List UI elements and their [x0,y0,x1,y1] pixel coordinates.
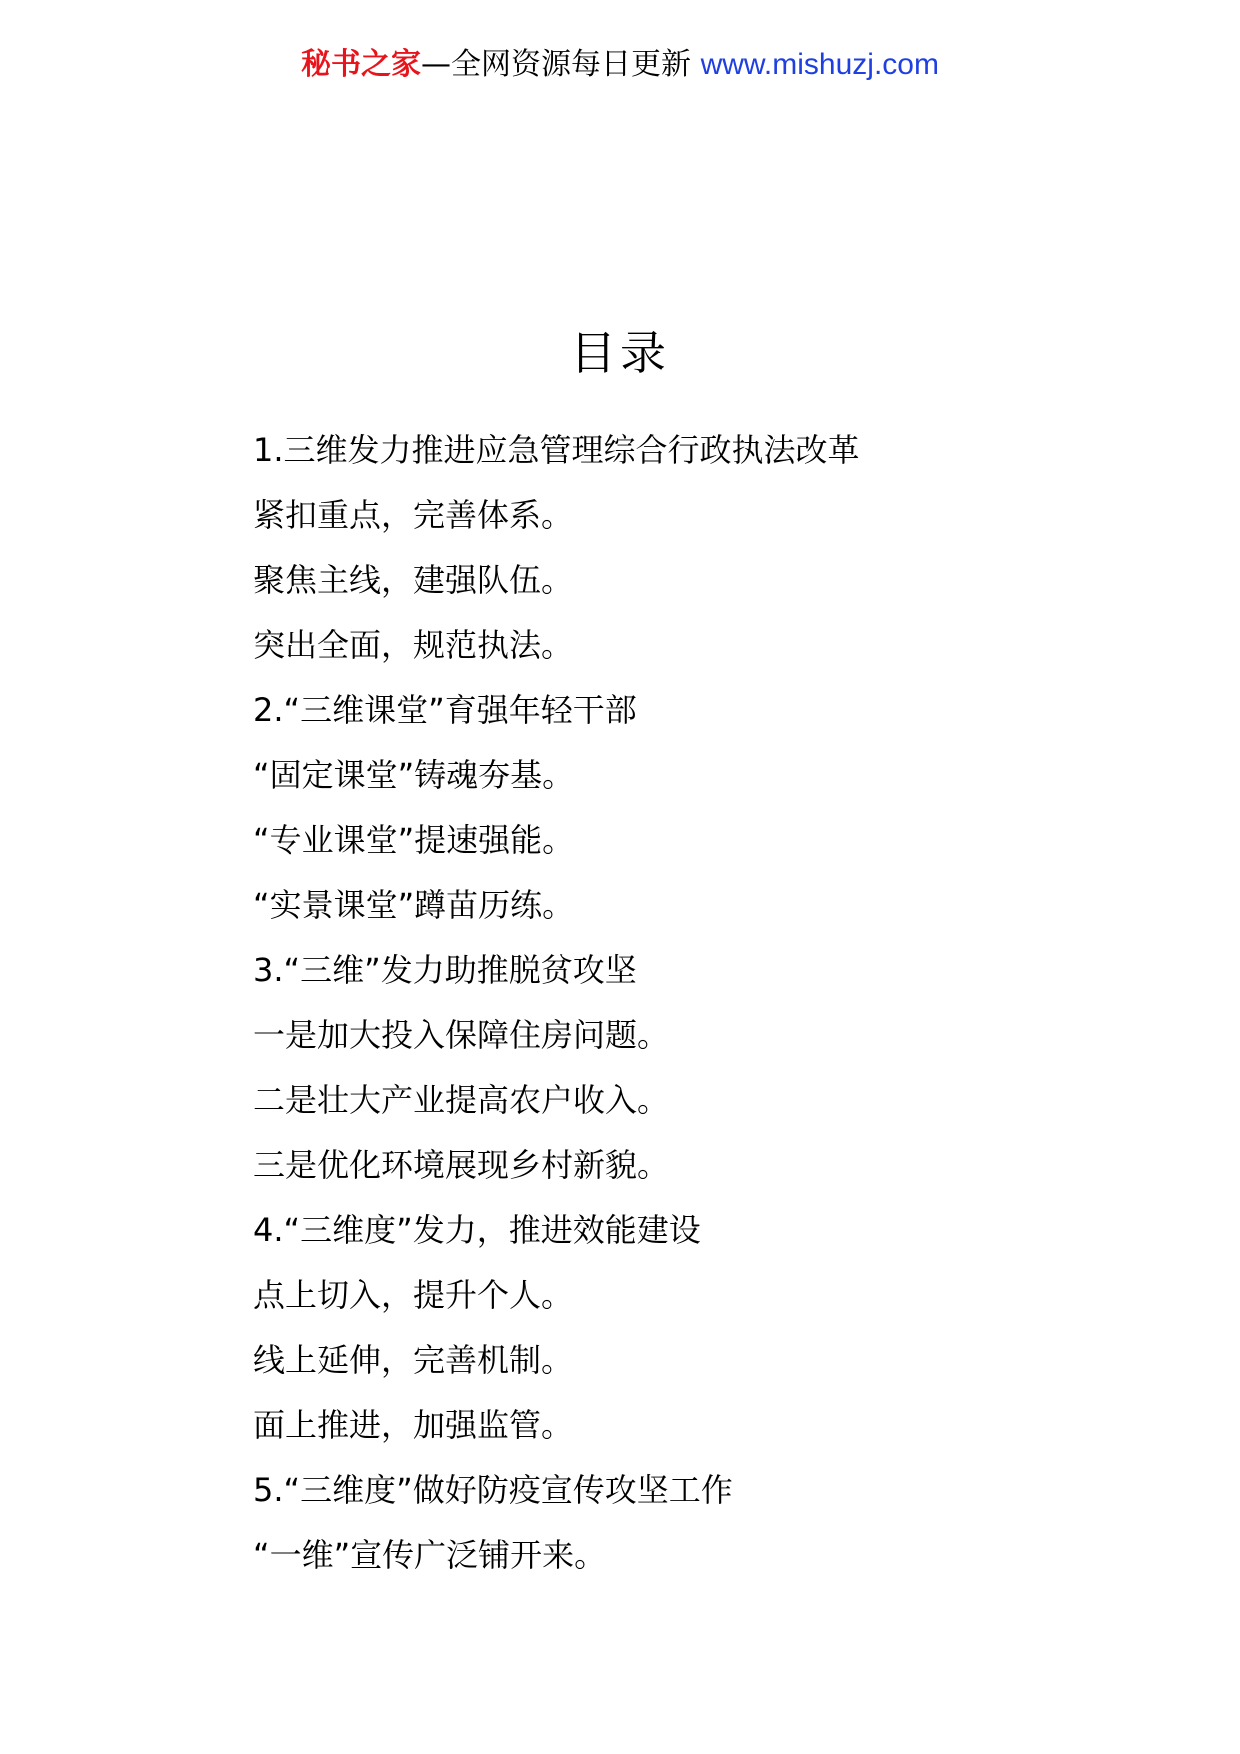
toc-item: 紧扣重点，完善体系。 [253,496,574,534]
toc-list [253,418,1153,1588]
toc-item: 1.三维发力推进应急管理综合行政执法改革 [253,431,860,469]
toc-item: 突出全面，规范执法。 [253,626,574,664]
toc-item: 二是壮大产业提高农户收入。 [253,1081,670,1119]
toc-item: 点上切入，提升个人。 [253,1276,574,1314]
toc-item: 2.“三维课堂”育强年轻干部 [253,691,637,729]
toc-item: 5.“三维度”做好防疫宣传攻坚工作 [253,1471,733,1509]
header-slogan: —全网资源每日更新 [421,47,692,82]
header-site-url: www.mishuzj.com [700,48,939,81]
toc-item: “专业课堂”提速强能。 [253,821,575,859]
toc-item: 面上推进，加强监管。 [253,1406,574,1444]
toc-item: 3.“三维”发力助推脱贫攻坚 [253,951,637,989]
toc-item: 线上延伸，完善机制。 [253,1341,574,1379]
toc-item: 4.“三维度”发力，推进效能建设 [253,1211,701,1249]
toc-title: 目录 [570,326,670,380]
toc-item: 三是优化环境展现乡村新貌。 [253,1146,670,1184]
toc-item: 聚焦主线，建强队伍。 [253,561,574,599]
toc-item: “实景课堂”蹲苗历练。 [253,886,575,924]
toc-item: “固定课堂”铸魂夯基。 [253,756,575,794]
toc-item: 一是加大投入保障住房问题。 [253,1016,670,1054]
page-header [0,40,1240,90]
toc-item: “一维”宣传广泛铺开来。 [253,1536,607,1574]
header-brand: 秘书之家 [301,47,422,82]
